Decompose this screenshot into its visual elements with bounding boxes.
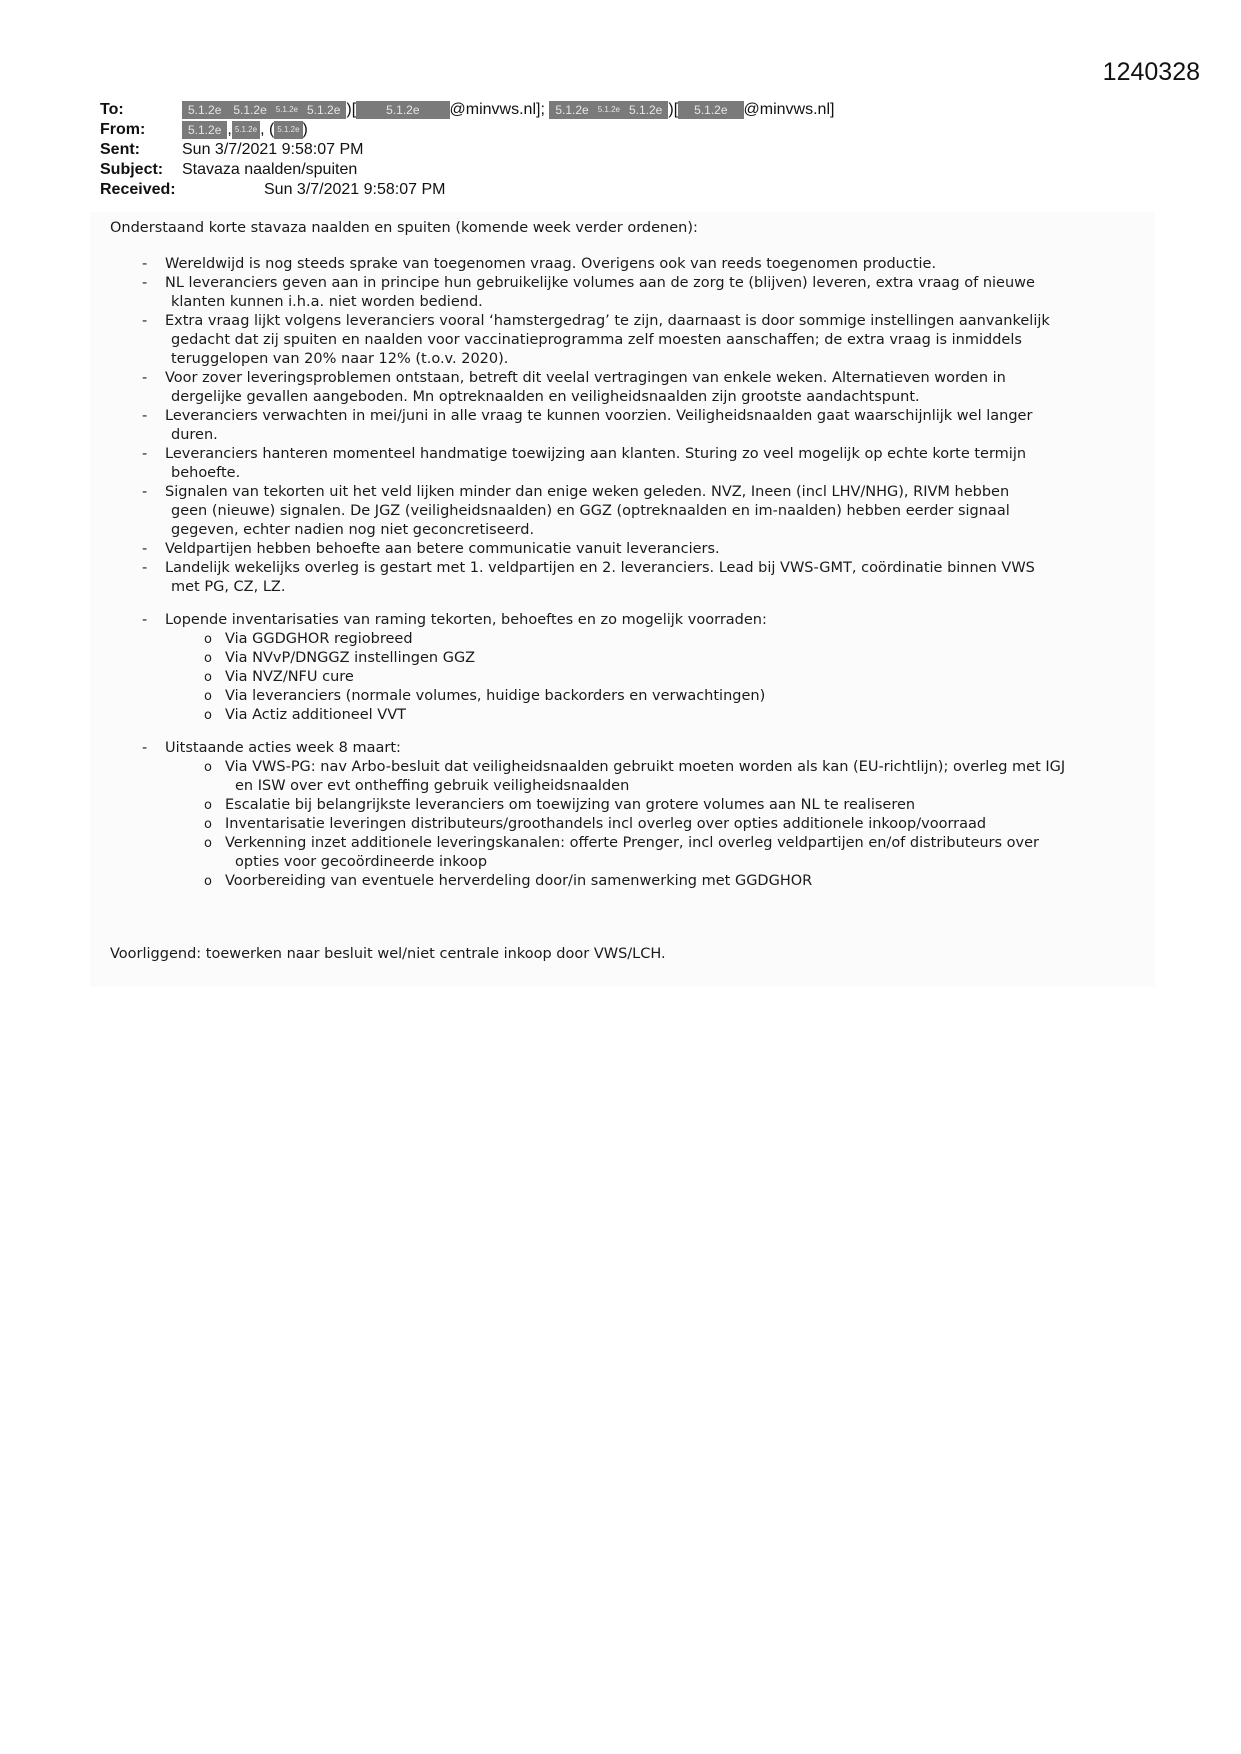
redaction: 5.1.2e	[274, 121, 302, 139]
list-item: - NL leveranciers geven aan in principe hun gebruikelijke volumes aan de zorg te (blijven) leveren, extra vraag of nieuwe klanten kunnen i.h.a. niet worden bediend.	[110, 274, 1130, 312]
list-item: - Voor zover leveringsproblemen ontstaan, betreft dit veelal vertragingen van enkele weken. Alternatieven worden in dergelijke gevallen aangeboden. Mn optreknaalden en veiligheidsnaalden zijn grootste aandachtspunt.	[110, 369, 1130, 407]
inventory-item: o Via NVvP/DNGGZ instellingen GGZ	[110, 649, 1130, 668]
redaction: 5.1.2e	[182, 121, 227, 139]
intro-text: Onderstaand korte stavaza naalden en spuiten (komende week verder ordenen):	[110, 220, 698, 236]
action-item: o Inventarisatie leveringen distributeurs/groothandels incl overleg over opties additionele inkoop/voorraad	[110, 815, 1130, 834]
subject-value: Stavaza naalden/spuiten	[182, 161, 358, 178]
redaction: 5.1.2e	[595, 101, 623, 119]
received-value: Sun 3/7/2021 9:58:07 PM	[264, 181, 446, 198]
inventory-heading: Lopende inventarisaties van raming tekorten, behoeftes en zo mogelijk voorraden:	[165, 612, 767, 628]
inventory-item: o Via leveranciers (normale volumes, huidige backorders en verwachtingen)	[110, 687, 1130, 706]
redaction: 5.1.2e	[678, 101, 743, 119]
received-label: Received:	[100, 181, 176, 198]
document-number: 1240328	[1102, 58, 1200, 86]
redaction: 5.1.2e	[356, 101, 449, 119]
received-row	[100, 180, 1180, 200]
redaction: 5.1.2e	[182, 101, 227, 119]
redaction: 5.1.2e	[623, 101, 668, 119]
inventory-item: o Via NVZ/NFU cure	[110, 668, 1130, 687]
list-item: - Leveranciers verwachten in mei/juni in alle vraag te kunnen voorzien. Veiligheidsnaalden gaat waarschijnlijk wel langer duren.	[110, 407, 1130, 445]
redaction: 5.1.2e	[549, 101, 594, 119]
action-item: o Voorbereiding van eventuele herverdeling door/in samenwerking met GGDGHOR	[110, 872, 1130, 891]
sent-value: Sun 3/7/2021 9:58:07 PM	[182, 141, 364, 158]
sent-label: Sent:	[100, 141, 140, 158]
actions-list	[165, 758, 1130, 891]
list-item: - Veldpartijen hebben behoefte aan betere communicatie vanuit leveranciers.	[110, 540, 1130, 559]
email-header	[100, 100, 1180, 200]
action-item: o Verkenning inzet additionele leveringskanalen: offerte Prenger, incl overleg veldpartijen en/of distributeurs over opties voor gecoördineerde inkoop	[110, 834, 1130, 872]
list-item: - Landelijk wekelijks overleg is gestart met 1. veldpartijen en 2. leveranciers. Lead bij VWS-GMT, coördinatie binnen VWS met PG, CZ, LZ.	[110, 559, 1130, 597]
redaction: 5.1.2e	[227, 101, 272, 119]
closing-text: Voorliggend: toewerken naar besluit wel/niet centrale inkoop door VWS/LCH.	[110, 946, 666, 962]
inventory-list	[165, 630, 1130, 725]
from-row: From: 5.1.2e , 5.1.2e , ( 5.1.2e )	[100, 121, 308, 138]
sent-row	[100, 140, 1180, 160]
actions-heading: Uitstaande acties week 8 maart:	[165, 740, 401, 756]
to-row: To: 5.1.2e 5.1.2e 5.1.2e 5.1.2e )[ 5.1.2e @minvws.nl]; 5.1.2e 5.1.2e 5.1.2e )[ 5.1.2e @minvws.nl]	[100, 101, 835, 118]
email-domain-end: @minvws.nl]	[743, 101, 835, 118]
from-label: From:	[100, 121, 146, 138]
action-item: o Escalatie bij belangrijkste leveranciers om toewijzing van grotere volumes aan NL te realiseren	[110, 796, 1130, 815]
email-domain: @minvws.nl];	[449, 101, 545, 118]
list-item: - Signalen van tekorten uit het veld lijken minder dan enige weken geleden. NVZ, Ineen (incl LHV/NHG), RIVM hebben geen (nieuwe) signalen. De JGZ (veiligheidsnaalden) en GGZ (optreknaalden en im-naalden) hebben eerder signaal gegeven, echter nadien nog niet geconcretiseerd.	[110, 483, 1130, 540]
redaction: 5.1.2e	[232, 121, 260, 139]
inventory-item: o Via Actiz additioneel VVT	[110, 706, 1130, 725]
subject-label: Subject:	[100, 161, 164, 178]
list-item: - Leveranciers hanteren momenteel handmatige toewijzing aan klanten. Sturing zo veel mogelijk op echte korte termijn behoefte.	[110, 445, 1130, 483]
list-item: - Wereldwijd is nog steeds sprake van toegenomen vraag. Overigens ook van reeds toegenomen productie.	[110, 255, 1130, 274]
inventory-item: o Via GGDGHOR regiobreed	[110, 630, 1130, 649]
redaction: 5.1.2e	[273, 101, 301, 119]
inventory-section	[110, 611, 1130, 725]
to-label: To:	[100, 101, 124, 118]
action-item: o Via VWS-PG: nav Arbo-besluit dat veiligheidsnaalden gebruikt moeten worden als kan (EU-richtlijn); overleg met IGJ en ISW over evt ontheffing gebruik veiligheidsnaalden	[110, 758, 1130, 796]
actions-section	[110, 739, 1130, 891]
subject-row	[100, 160, 1180, 180]
redaction: 5.1.2e	[301, 101, 346, 119]
list-item: - Extra vraag lijkt volgens leveranciers vooral ‘hamstergedrag’ te zijn, daarnaast is door sommige instellingen aanvankelijk gedacht dat zij spuiten en naalden voor vaccinatieprogramma zelf moesten aanschaffen; de extra vraag is inmiddels teruggelopen van 20% naar 12% (t.o.v. 2020).	[110, 312, 1130, 369]
status-list	[110, 255, 1130, 891]
